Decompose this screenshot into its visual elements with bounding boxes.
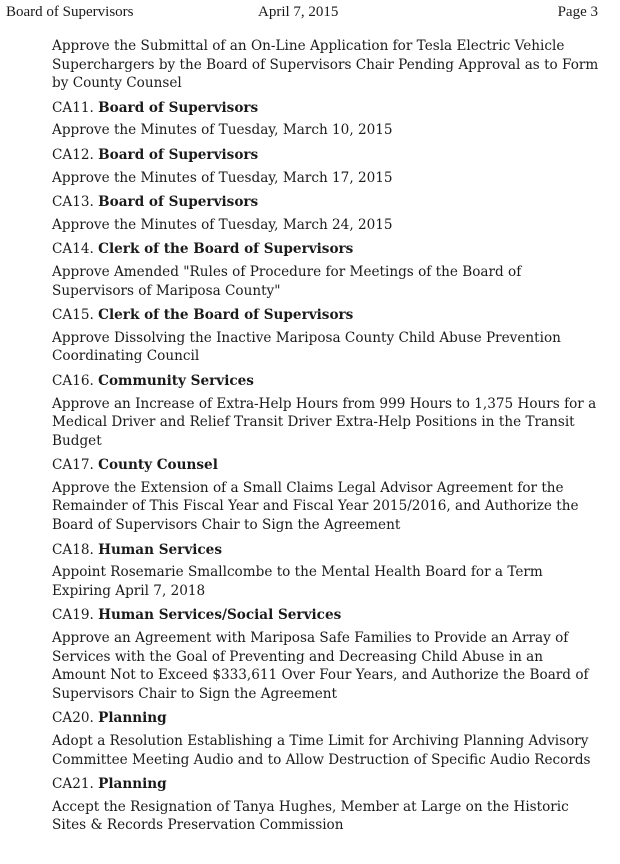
header-board-name: Board of Supervisors bbox=[6, 4, 134, 20]
agenda-item-description: Approve the Minutes of Tuesday, March 17, 2015 bbox=[52, 169, 393, 186]
agenda-item-heading bbox=[52, 775, 600, 794]
agenda-item-heading bbox=[52, 606, 600, 625]
agenda-item-department: Community Services bbox=[98, 372, 254, 389]
agenda-item-number: CA11. bbox=[52, 99, 94, 116]
agenda-item bbox=[52, 306, 600, 366]
agenda-item-number: CA15. bbox=[52, 307, 94, 324]
agenda-item-number: CA14. bbox=[52, 241, 94, 258]
agenda-item-department: Human Services bbox=[98, 541, 222, 558]
agenda-item-heading bbox=[52, 99, 600, 118]
agenda-item bbox=[52, 541, 600, 601]
agenda-item-department: Clerk of the Board of Supervisors bbox=[98, 307, 354, 324]
agenda-item-number: CA20. bbox=[52, 710, 94, 727]
agenda-item-heading bbox=[52, 372, 600, 391]
agenda-item-description: Appoint Rosemarie Smallcombe to the Mental Health Board for a Term Expiring April 7, 2018 bbox=[52, 564, 543, 599]
agenda-item-heading bbox=[52, 456, 600, 475]
agenda-item-department: Planning bbox=[98, 776, 167, 793]
agenda-item-description: Approve Amended "Rules of Procedure for Meetings of the Board of Supervisors of Mariposa County" bbox=[52, 263, 522, 299]
agenda-item-description: Approve Dissolving the Inactive Mariposa County Child Abuse Prevention Coordinating Council bbox=[52, 329, 561, 365]
agenda-item bbox=[52, 372, 600, 450]
continued-item-description: Approve the Submittal of an On-Line Application for Tesla Electric Vehicle Superchargers by the Board of Supervisors Chair Pending Approval as to Form by County Counsel bbox=[52, 38, 599, 92]
agenda-item-department: Board of Supervisors bbox=[98, 99, 259, 116]
agenda-item-department: Board of Supervisors bbox=[98, 194, 259, 211]
agenda-item bbox=[52, 240, 600, 300]
consent-agenda-content bbox=[52, 37, 600, 841]
agenda-item-number: CA13. bbox=[52, 194, 94, 211]
agenda-item-department: Planning bbox=[98, 710, 167, 727]
agenda-item-description: Approve the Minutes of Tuesday, March 10, 2015 bbox=[52, 122, 393, 139]
agenda-item-heading bbox=[52, 306, 600, 325]
agenda-item-department: Human Services/Social Services bbox=[98, 607, 342, 624]
agenda-item-description: Approve an Agreement with Mariposa Safe Families to Provide an Array of Services with the Goal of Preventing and Decreasing Child Abuse in an Amount Not to Exceed $333,611 Over Four Years, and Authorize the Board of Supervisors Chair to Sign the Agreement bbox=[52, 630, 589, 702]
agenda-item-heading bbox=[52, 146, 600, 165]
agenda-item-description: Accept the Resignation of Tanya Hughes, Member at Large on the Historic Sites & Records Preservation Commission bbox=[52, 798, 569, 834]
agenda-item-number: CA19. bbox=[52, 607, 94, 624]
agenda-item-department: Board of Supervisors bbox=[98, 146, 259, 163]
agenda-item bbox=[52, 193, 600, 234]
agenda-item-heading bbox=[52, 193, 600, 212]
agenda-item-description: Adopt a Resolution Establishing a Time Limit for Archiving Planning Advisory Committee Meeting Audio and to Allow Destruction of Specific Audio Records bbox=[52, 733, 591, 768]
agenda-item-department: Clerk of the Board of Supervisors bbox=[98, 241, 354, 258]
header-date: April 7, 2015 bbox=[258, 4, 339, 20]
agenda-item-number: CA16. bbox=[52, 372, 94, 389]
agenda-item-department: County Counsel bbox=[98, 457, 218, 474]
agenda-item bbox=[52, 456, 600, 534]
agenda-item-description: Approve the Minutes of Tuesday, March 24, 2015 bbox=[52, 216, 393, 233]
agenda-item bbox=[52, 709, 600, 769]
header-page-number: Page 3 bbox=[557, 4, 598, 20]
agenda-item bbox=[52, 99, 600, 140]
agenda-item-number: CA12. bbox=[52, 146, 94, 163]
agenda-item bbox=[52, 775, 600, 835]
agenda-item-number: CA21. bbox=[52, 776, 94, 793]
agenda-item-number: CA17. bbox=[52, 457, 94, 474]
agenda-item bbox=[52, 146, 600, 187]
agenda-item-description: Approve an Increase of Extra-Help Hours from 999 Hours to 1,375 Hours for a Medical Driver and Relief Transit Driver Extra-Help Positions in the Transit Budget bbox=[52, 395, 597, 449]
agenda-item-description: Approve the Extension of a Small Claims Legal Advisor Agreement for the Remainder of This Fiscal Year and Fiscal Year 2015/2016, and Authorize the Board of Supervisors Chair to Sign the Agreement bbox=[52, 479, 579, 534]
agenda-item-heading bbox=[52, 541, 600, 560]
agenda-item bbox=[52, 606, 600, 703]
agenda-item-heading bbox=[52, 709, 600, 728]
agenda-item-number: CA18. bbox=[52, 541, 94, 558]
page-header bbox=[0, 4, 620, 22]
agenda-item-heading bbox=[52, 240, 600, 259]
